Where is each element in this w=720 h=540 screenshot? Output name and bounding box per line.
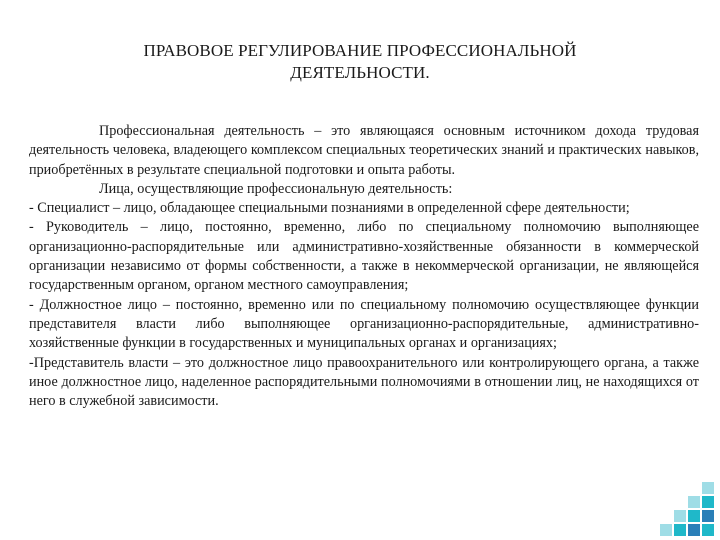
corner-square [660,524,672,536]
corner-square [702,482,714,494]
corner-square [702,524,714,536]
persons-heading: Лица, осуществляющие профессиональную деятельность: [99,180,453,197]
corner-square [688,496,700,508]
definition-paragraph: Профессиональная деятельность – это являющаяся основным источником дохода трудовая деятельность человека, владеющего комплексом специальных теоретических знаний и практических навыков, приобретённых в результате специальной подготовки и опыта работы. [29,123,699,178]
body-text [29,122,699,411]
list-item-manager: - Руководитель – лицо, постоянно, временно, либо по специальному полномочию выполняющее организационно-распорядительные или административно-хозяйственные обязанности в коммерческой организации независимо от формы собственности, а также в некоммерческой организации, не являющейся государственным органом, органом местного самоуправления; [29,219,699,294]
list-item-specialist: - Специалист – лицо, обладающее специальными познаниями в определенной сфере деятельности; [29,200,630,217]
corner-square [688,524,700,536]
corner-square [702,510,714,522]
title-line-2: ДЕЯТЕЛЬНОСТИ. [290,63,430,82]
list-item-official: - Должностное лицо – постоянно, временно или по специальному полномочию осуществляющее функции представителя власти либо выполняющее организационно-распорядительные, административно-хозяйственные функции в государственных и муниципальных органах и организациях; [29,296,699,352]
corner-square [674,510,686,522]
slide-title [40,40,680,84]
corner-decoration [630,470,720,540]
title-line-1: ПРАВОВОЕ РЕГУЛИРОВАНИЕ ПРОФЕССИОНАЛЬНОЙ [143,41,577,60]
list-item-authority-representative: -Представитель власти – это должностное лицо правоохранительного или контролирующего органа, а также иное должностное лицо, наделенное распорядительными полномочиями в отношении лиц, не находящихся от него в служебной зависимости. [29,354,699,410]
corner-square [702,496,714,508]
corner-square [688,510,700,522]
corner-square [674,524,686,536]
